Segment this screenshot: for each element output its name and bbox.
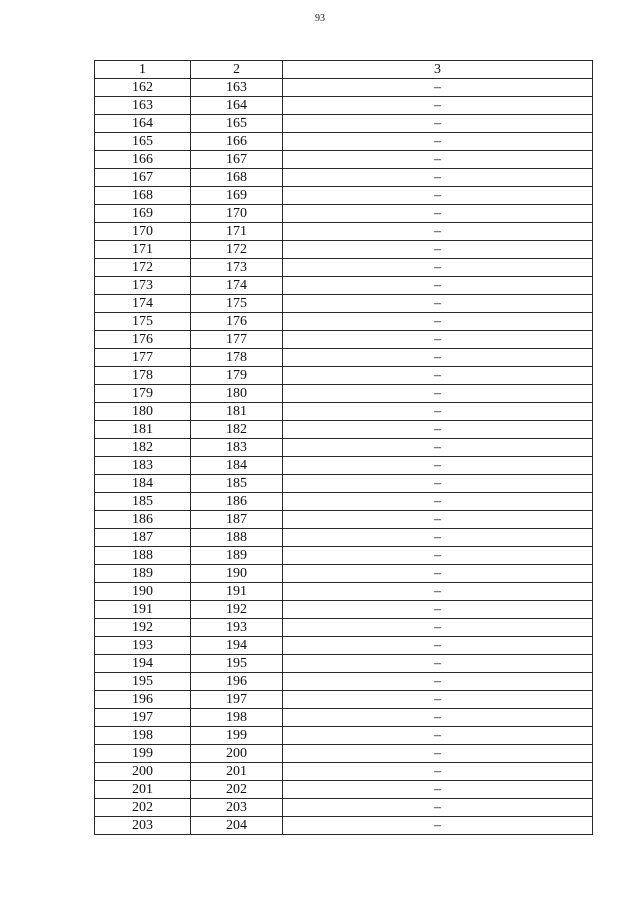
table-cell-col-3: – bbox=[283, 331, 593, 349]
table-cell-col-1: 199 bbox=[95, 745, 191, 763]
table-cell-col-1: 184 bbox=[95, 475, 191, 493]
table-cell-col-1: 170 bbox=[95, 223, 191, 241]
table-cell-col-3: – bbox=[283, 583, 593, 601]
table-row bbox=[95, 439, 593, 457]
table-row bbox=[95, 709, 593, 727]
table-cell-col-1: 201 bbox=[95, 781, 191, 799]
table-cell-col-1: 202 bbox=[95, 799, 191, 817]
table-cell-col-2: 168 bbox=[191, 169, 283, 187]
table-cell-col-1: 193 bbox=[95, 637, 191, 655]
table-cell-col-1: 167 bbox=[95, 169, 191, 187]
table-cell-col-3: – bbox=[283, 223, 593, 241]
table-cell-col-3: – bbox=[283, 655, 593, 673]
table-cell-col-2: 192 bbox=[191, 601, 283, 619]
table-cell-col-3: – bbox=[283, 313, 593, 331]
table-cell-col-3: – bbox=[283, 349, 593, 367]
table-row bbox=[95, 781, 593, 799]
table-cell-col-3: – bbox=[283, 637, 593, 655]
table-row bbox=[95, 727, 593, 745]
table-cell-col-2: 176 bbox=[191, 313, 283, 331]
table-cell-col-1: 190 bbox=[95, 583, 191, 601]
table-row bbox=[95, 655, 593, 673]
table-cell-col-2: 195 bbox=[191, 655, 283, 673]
table-cell-col-2: 178 bbox=[191, 349, 283, 367]
table-cell-col-2: 188 bbox=[191, 529, 283, 547]
table-row bbox=[95, 187, 593, 205]
table-cell-col-3: – bbox=[283, 799, 593, 817]
table-cell-col-2: 167 bbox=[191, 151, 283, 169]
table-row bbox=[95, 691, 593, 709]
table-cell-col-1: 191 bbox=[95, 601, 191, 619]
table-cell-col-3: – bbox=[283, 295, 593, 313]
table-row bbox=[95, 601, 593, 619]
table-cell-col-1: 195 bbox=[95, 673, 191, 691]
table-cell-col-3: – bbox=[283, 745, 593, 763]
table-cell-col-2: 183 bbox=[191, 439, 283, 457]
table-cell-col-1: 198 bbox=[95, 727, 191, 745]
table-row bbox=[95, 817, 593, 835]
table-row bbox=[95, 403, 593, 421]
table-cell-col-1: 179 bbox=[95, 385, 191, 403]
table-body bbox=[95, 79, 593, 835]
table-row bbox=[95, 313, 593, 331]
table-cell-col-2: 179 bbox=[191, 367, 283, 385]
table-cell-col-3: – bbox=[283, 709, 593, 727]
table-header bbox=[95, 61, 593, 79]
table-cell-col-2: 194 bbox=[191, 637, 283, 655]
table-cell-col-2: 199 bbox=[191, 727, 283, 745]
table-cell-col-3: – bbox=[283, 475, 593, 493]
table-cell-col-3: – bbox=[283, 691, 593, 709]
table-cell-col-2: 180 bbox=[191, 385, 283, 403]
table-cell-col-2: 174 bbox=[191, 277, 283, 295]
table-cell-col-3: – bbox=[283, 187, 593, 205]
table-row bbox=[95, 169, 593, 187]
table-cell-col-3: – bbox=[283, 529, 593, 547]
table-cell-col-3: – bbox=[283, 457, 593, 475]
table-row bbox=[95, 619, 593, 637]
table-cell-col-3: – bbox=[283, 241, 593, 259]
table-row bbox=[95, 745, 593, 763]
table-cell-col-3: – bbox=[283, 565, 593, 583]
table-cell-col-2: 181 bbox=[191, 403, 283, 421]
table-cell-col-3: – bbox=[283, 277, 593, 295]
table-cell-col-1: 200 bbox=[95, 763, 191, 781]
table-row bbox=[95, 799, 593, 817]
table-cell-col-3: – bbox=[283, 781, 593, 799]
table-row bbox=[95, 133, 593, 151]
table-cell-col-2: 166 bbox=[191, 133, 283, 151]
table-cell-col-3: – bbox=[283, 97, 593, 115]
table-cell-col-3: – bbox=[283, 817, 593, 835]
table-row bbox=[95, 223, 593, 241]
table-cell-col-2: 191 bbox=[191, 583, 283, 601]
table-cell-col-1: 163 bbox=[95, 97, 191, 115]
table-cell-col-3: – bbox=[283, 547, 593, 565]
table-cell-col-2: 182 bbox=[191, 421, 283, 439]
table-cell-col-1: 185 bbox=[95, 493, 191, 511]
table-row bbox=[95, 97, 593, 115]
table-cell-col-1: 181 bbox=[95, 421, 191, 439]
data-table bbox=[94, 60, 593, 835]
table-cell-col-1: 192 bbox=[95, 619, 191, 637]
table-row bbox=[95, 763, 593, 781]
table-cell-col-3: – bbox=[283, 115, 593, 133]
page-number: 93 bbox=[315, 13, 325, 24]
table-cell-col-3: – bbox=[283, 439, 593, 457]
table-cell-col-2: 163 bbox=[191, 79, 283, 97]
table-cell-col-2: 186 bbox=[191, 493, 283, 511]
table-cell-col-1: 197 bbox=[95, 709, 191, 727]
table-cell-col-2: 171 bbox=[191, 223, 283, 241]
table-row bbox=[95, 367, 593, 385]
table-cell-col-3: – bbox=[283, 601, 593, 619]
table-row bbox=[95, 457, 593, 475]
table-cell-col-3: – bbox=[283, 79, 593, 97]
table-cell-col-2: 172 bbox=[191, 241, 283, 259]
table-cell-col-2: 193 bbox=[191, 619, 283, 637]
table-cell-col-3: – bbox=[283, 259, 593, 277]
table-row bbox=[95, 583, 593, 601]
table-cell-col-1: 165 bbox=[95, 133, 191, 151]
table-row bbox=[95, 277, 593, 295]
table-cell-col-2: 200 bbox=[191, 745, 283, 763]
table-cell-col-3: – bbox=[283, 169, 593, 187]
table-cell-col-1: 169 bbox=[95, 205, 191, 223]
table-cell-col-3: – bbox=[283, 385, 593, 403]
table-cell-col-3: – bbox=[283, 403, 593, 421]
table-cell-col-2: 169 bbox=[191, 187, 283, 205]
table-row bbox=[95, 115, 593, 133]
table-cell-col-1: 171 bbox=[95, 241, 191, 259]
table-row bbox=[95, 205, 593, 223]
table-cell-col-2: 202 bbox=[191, 781, 283, 799]
table-cell-col-1: 172 bbox=[95, 259, 191, 277]
table-cell-col-1: 180 bbox=[95, 403, 191, 421]
table-row bbox=[95, 493, 593, 511]
table-cell-col-2: 175 bbox=[191, 295, 283, 313]
table-row bbox=[95, 511, 593, 529]
column-header-3: 3 bbox=[283, 61, 593, 79]
table-row bbox=[95, 673, 593, 691]
table-cell-col-1: 187 bbox=[95, 529, 191, 547]
table-cell-col-1: 189 bbox=[95, 565, 191, 583]
table-cell-col-1: 168 bbox=[95, 187, 191, 205]
table-cell-col-3: – bbox=[283, 151, 593, 169]
table-cell-col-1: 182 bbox=[95, 439, 191, 457]
table-cell-col-3: – bbox=[283, 133, 593, 151]
table-cell-col-1: 196 bbox=[95, 691, 191, 709]
table-row bbox=[95, 421, 593, 439]
table-cell-col-2: 196 bbox=[191, 673, 283, 691]
table-cell-col-1: 178 bbox=[95, 367, 191, 385]
table-cell-col-1: 203 bbox=[95, 817, 191, 835]
table-row bbox=[95, 241, 593, 259]
table-cell-col-2: 165 bbox=[191, 115, 283, 133]
table-cell-col-2: 198 bbox=[191, 709, 283, 727]
table-cell-col-3: – bbox=[283, 763, 593, 781]
table-cell-col-1: 174 bbox=[95, 295, 191, 313]
table-cell-col-3: – bbox=[283, 619, 593, 637]
table-row bbox=[95, 79, 593, 97]
table-cell-col-2: 170 bbox=[191, 205, 283, 223]
table-cell-col-2: 197 bbox=[191, 691, 283, 709]
table-row bbox=[95, 349, 593, 367]
table-cell-col-3: – bbox=[283, 727, 593, 745]
table-cell-col-1: 177 bbox=[95, 349, 191, 367]
table-cell-col-2: 164 bbox=[191, 97, 283, 115]
table-cell-col-2: 204 bbox=[191, 817, 283, 835]
table-cell-col-2: 189 bbox=[191, 547, 283, 565]
table-cell-col-2: 203 bbox=[191, 799, 283, 817]
table-cell-col-1: 176 bbox=[95, 331, 191, 349]
table-row bbox=[95, 331, 593, 349]
table-cell-col-2: 177 bbox=[191, 331, 283, 349]
table-row bbox=[95, 637, 593, 655]
table-cell-col-1: 194 bbox=[95, 655, 191, 673]
table-cell-col-1: 188 bbox=[95, 547, 191, 565]
table-cell-col-3: – bbox=[283, 421, 593, 439]
table-cell-col-2: 173 bbox=[191, 259, 283, 277]
column-header-1: 1 bbox=[95, 61, 191, 79]
table-row bbox=[95, 547, 593, 565]
table-cell-col-2: 185 bbox=[191, 475, 283, 493]
table-cell-col-1: 164 bbox=[95, 115, 191, 133]
table-cell-col-1: 166 bbox=[95, 151, 191, 169]
table-cell-col-3: – bbox=[283, 205, 593, 223]
table-cell-col-1: 173 bbox=[95, 277, 191, 295]
table-row bbox=[95, 475, 593, 493]
column-header-2: 2 bbox=[191, 61, 283, 79]
table-cell-col-1: 186 bbox=[95, 511, 191, 529]
table-row bbox=[95, 259, 593, 277]
table-cell-col-2: 201 bbox=[191, 763, 283, 781]
table-cell-col-2: 190 bbox=[191, 565, 283, 583]
table-row bbox=[95, 151, 593, 169]
table-cell-col-1: 183 bbox=[95, 457, 191, 475]
table-cell-col-1: 175 bbox=[95, 313, 191, 331]
table-row bbox=[95, 295, 593, 313]
table-row bbox=[95, 385, 593, 403]
table-row bbox=[95, 565, 593, 583]
table-row bbox=[95, 529, 593, 547]
table-cell-col-3: – bbox=[283, 511, 593, 529]
table-cell-col-2: 184 bbox=[191, 457, 283, 475]
table-cell-col-2: 187 bbox=[191, 511, 283, 529]
table-cell-col-3: – bbox=[283, 673, 593, 691]
table-cell-col-3: – bbox=[283, 493, 593, 511]
header-row bbox=[95, 61, 593, 79]
table-cell-col-3: – bbox=[283, 367, 593, 385]
table-cell-col-1: 162 bbox=[95, 79, 191, 97]
